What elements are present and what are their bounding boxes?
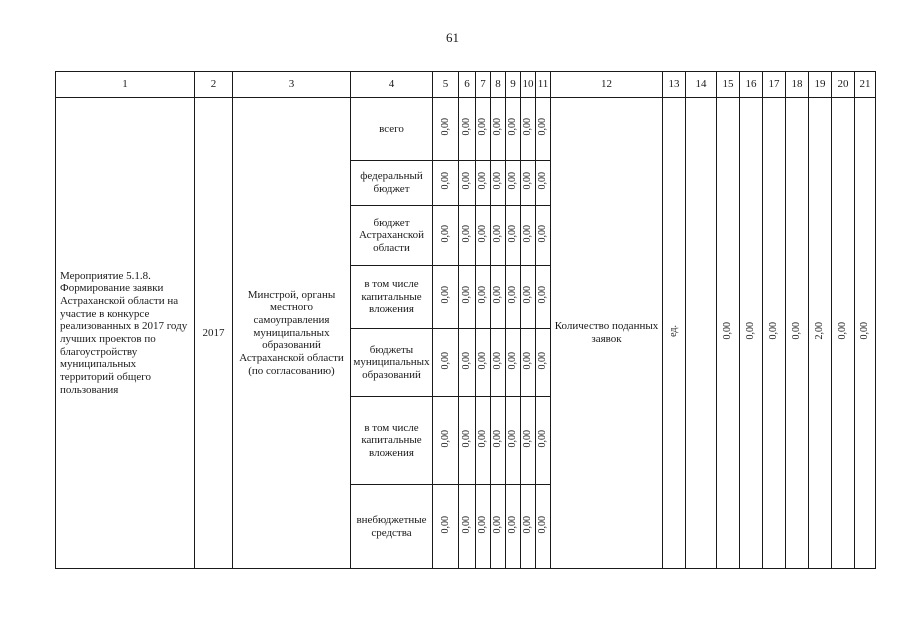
measure-year: 2017 — [195, 98, 233, 569]
funding-value-cell — [459, 206, 476, 266]
header-cell: 20 — [832, 72, 855, 98]
funding-value-cell — [476, 485, 491, 569]
funding-value-cell — [491, 329, 506, 397]
funding-value: 0,00 — [507, 224, 519, 243]
funding-value-cell — [491, 98, 506, 161]
funding-source-label: в том числе капитальные вложения — [351, 266, 433, 329]
funding-value: 0,00 — [492, 351, 504, 370]
indicator-value: 0,00 — [837, 322, 849, 340]
indicator-value: 0,00 — [768, 322, 780, 340]
header-cell: 13 — [663, 72, 686, 98]
indicator-value: 0,00 — [791, 322, 803, 340]
funding-value: 0,00 — [507, 515, 519, 534]
funding-value-cell — [506, 329, 521, 397]
header-cell: 9 — [506, 72, 521, 98]
funding-value: 0,00 — [522, 286, 534, 304]
indicator-unit-cell — [663, 98, 686, 569]
funding-value-cell — [433, 266, 459, 329]
funding-value: 0,00 — [492, 118, 504, 136]
funding-value: 0,00 — [537, 515, 549, 534]
header-cell: 6 — [459, 72, 476, 98]
funding-value: 0,00 — [461, 224, 473, 243]
indicator-value: 0,00 — [859, 322, 871, 340]
funding-value-cell — [536, 206, 551, 266]
funding-value-cell — [433, 206, 459, 266]
funding-value-cell — [506, 206, 521, 266]
measure-executor: Минстрой, органы местного самоуправления муниципальных образований Астраханской области (по согласованию) — [233, 98, 351, 569]
funding-value: 0,00 — [461, 286, 473, 304]
funding-value-cell — [433, 98, 459, 161]
funding-value: 0,00 — [522, 118, 534, 136]
funding-value: 0,00 — [439, 172, 451, 190]
funding-value-cell — [491, 161, 506, 206]
funding-value: 0,00 — [477, 172, 489, 190]
funding-value: 0,00 — [477, 286, 489, 304]
header-cell: 1 — [56, 72, 195, 98]
funding-value: 0,00 — [522, 172, 534, 190]
indicator-value-cell — [740, 98, 763, 569]
funding-value: 0,00 — [439, 351, 451, 370]
funding-value-cell — [491, 397, 506, 485]
funding-value-cell — [476, 266, 491, 329]
header-cell: 5 — [433, 72, 459, 98]
funding-value: 0,00 — [477, 224, 489, 243]
funding-source-label: бюджеты муниципальных образований — [351, 329, 433, 397]
funding-value: 0,00 — [477, 118, 489, 136]
funding-value: 0,00 — [537, 118, 549, 136]
page-number: 61 — [446, 30, 459, 45]
header-cell: 15 — [717, 72, 740, 98]
header-cell: 17 — [763, 72, 786, 98]
funding-value-cell — [521, 266, 536, 329]
funding-value: 0,00 — [439, 286, 451, 304]
funding-value-cell — [521, 161, 536, 206]
indicator-value-cell — [717, 98, 740, 569]
funding-value: 0,00 — [537, 224, 549, 243]
funding-source-label: внебюджетные средства — [351, 485, 433, 569]
funding-value-cell — [459, 397, 476, 485]
funding-value-cell — [521, 206, 536, 266]
funding-value-cell — [476, 161, 491, 206]
funding-value: 0,00 — [477, 515, 489, 534]
funding-value-cell — [459, 98, 476, 161]
funding-value-cell — [459, 266, 476, 329]
funding-source-label: федеральный бюджет — [351, 161, 433, 206]
indicator-value: 0,00 — [722, 322, 734, 340]
funding-value-cell — [521, 397, 536, 485]
funding-value: 0,00 — [439, 515, 451, 534]
header-cell: 12 — [551, 72, 663, 98]
funding-value-cell — [433, 329, 459, 397]
header-cell: 19 — [809, 72, 832, 98]
header-cell: 8 — [491, 72, 506, 98]
funding-value-cell — [521, 485, 536, 569]
header-cell: 14 — [686, 72, 717, 98]
funding-value: 0,00 — [492, 429, 504, 448]
funding-value-cell — [459, 161, 476, 206]
funding-value-cell — [536, 329, 551, 397]
indicator-value-cell — [809, 98, 832, 569]
funding-value: 0,00 — [477, 351, 489, 370]
indicator-value-cell — [763, 98, 786, 569]
table-row — [56, 98, 876, 161]
funding-value-cell — [491, 206, 506, 266]
funding-value: 0,00 — [537, 429, 549, 448]
funding-value-cell — [459, 329, 476, 397]
funding-value: 0,00 — [461, 118, 473, 136]
header-cell: 21 — [855, 72, 876, 98]
funding-value-cell — [536, 266, 551, 329]
funding-value: 0,00 — [439, 224, 451, 243]
funding-value: 0,00 — [492, 515, 504, 534]
indicator-value-cell — [686, 98, 717, 569]
indicator-value-cell — [832, 98, 855, 569]
funding-value: 0,00 — [522, 351, 534, 370]
funding-value: 0,00 — [492, 286, 504, 304]
indicator-unit: ед. — [668, 325, 680, 338]
header-cell: 4 — [351, 72, 433, 98]
funding-value-cell — [433, 485, 459, 569]
funding-value: 0,00 — [522, 224, 534, 243]
funding-value-cell — [536, 98, 551, 161]
funding-value: 0,00 — [461, 515, 473, 534]
funding-value-cell — [476, 329, 491, 397]
funding-value: 0,00 — [461, 351, 473, 370]
funding-value-cell — [521, 98, 536, 161]
funding-value-cell — [506, 266, 521, 329]
funding-value: 0,00 — [461, 172, 473, 190]
funding-value: 0,00 — [507, 351, 519, 370]
funding-source-label: в том числе капитальные вложения — [351, 397, 433, 485]
funding-value-cell — [476, 206, 491, 266]
funding-value: 0,00 — [492, 172, 504, 190]
header-row — [56, 72, 876, 98]
funding-value: 0,00 — [507, 118, 519, 136]
funding-value-cell — [536, 485, 551, 569]
header-cell: 10 — [521, 72, 536, 98]
funding-value-cell — [459, 485, 476, 569]
funding-value-cell — [506, 161, 521, 206]
indicator-value: 0,00 — [745, 322, 757, 340]
funding-value: 0,00 — [507, 286, 519, 304]
header-cell: 18 — [786, 72, 809, 98]
funding-value-cell — [491, 266, 506, 329]
funding-value: 0,00 — [537, 172, 549, 190]
funding-value: 0,00 — [522, 515, 534, 534]
funding-value-cell — [491, 485, 506, 569]
program-table — [55, 71, 876, 569]
funding-value: 0,00 — [537, 286, 549, 304]
funding-value-cell — [433, 397, 459, 485]
funding-value-cell — [506, 397, 521, 485]
indicator-value: 2,00 — [814, 322, 826, 340]
funding-value: 0,00 — [439, 118, 451, 136]
funding-source-label: всего — [351, 98, 433, 161]
funding-value: 0,00 — [507, 172, 519, 190]
header-cell: 2 — [195, 72, 233, 98]
funding-value-cell — [476, 98, 491, 161]
funding-value-cell — [506, 485, 521, 569]
funding-value: 0,00 — [507, 429, 519, 448]
funding-value: 0,00 — [461, 429, 473, 448]
funding-value-cell — [521, 329, 536, 397]
funding-value-cell — [506, 98, 521, 161]
funding-value: 0,00 — [522, 429, 534, 448]
header-cell: 3 — [233, 72, 351, 98]
funding-value: 0,00 — [477, 429, 489, 448]
indicator-name: Количество поданных заявок — [551, 98, 663, 569]
header-cell: 7 — [476, 72, 491, 98]
funding-value-cell — [536, 161, 551, 206]
header-cell: 16 — [740, 72, 763, 98]
measure-title: Мероприятие 5.1.8. Формирование заявки Астраханской области на участие в конкурсе реализованных в 2017 году лучших проектов по благоустройству муниципальных территорий общего пользования — [56, 98, 195, 569]
funding-source-label: бюджет Астраханской области — [351, 206, 433, 266]
indicator-value-cell — [855, 98, 876, 569]
indicator-value-cell — [786, 98, 809, 569]
funding-value-cell — [433, 161, 459, 206]
funding-value: 0,00 — [439, 429, 451, 448]
funding-value: 0,00 — [537, 351, 549, 370]
header-cell: 11 — [536, 72, 551, 98]
funding-value-cell — [536, 397, 551, 485]
funding-value: 0,00 — [492, 224, 504, 243]
funding-value-cell — [476, 397, 491, 485]
